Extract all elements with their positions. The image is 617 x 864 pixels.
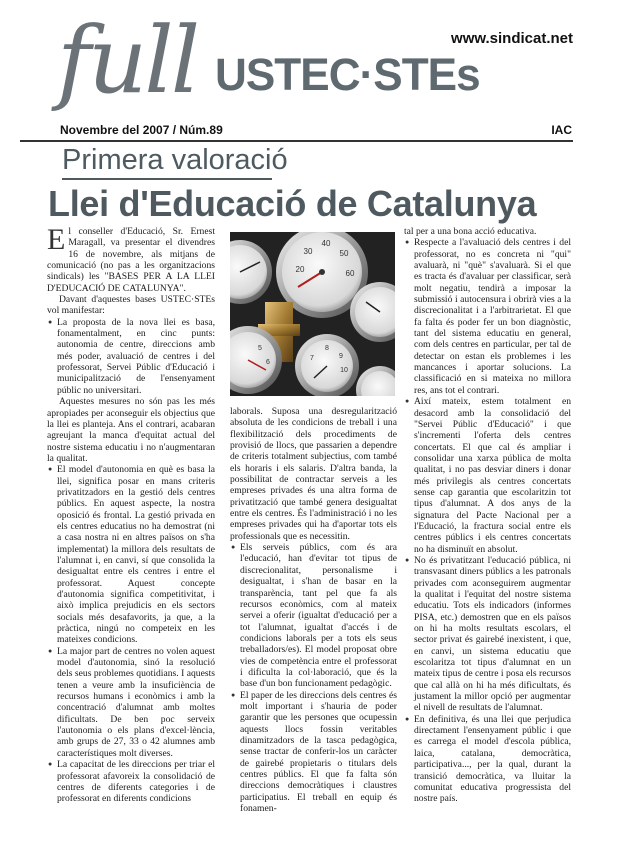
dial-number: 9	[339, 353, 343, 360]
paragraph: Davant d'aquestes bases USTEC·STEs vol manifestar:	[47, 294, 215, 317]
dial-number: 6	[266, 359, 270, 366]
article-column-3	[404, 226, 571, 805]
bullet-paragraph: ● Respecte a l'avaluació dels centres i del professorat, no es concreta ni "qui" avaluarà, ni "què" s'avaluarà. Si el que es tracta és d'avaluar per classificar, serà molt negatiu, tendirà a imposar la submissió i autocensura i obrirà vies a la discrecionalitat i a l'arbitrarietat. El que fa falta és poder fer un bon diagnòstic, tant del sistema educatiu en general, com dels centres en particular, per tal de detectar on estan els problemes i les mancances i aportar solucions. La classificació en si mateixa no millora res, ans tot el contrari.	[404, 237, 571, 396]
paragraph: laborals. Suposa una desregularització absoluta de les condicions de treball i una flexibilització dels procediments de provisió de llocs, que passarien a dependre de criteris totalment subjectius, com també els horaris i els salaris. D'altra banda, la possibilitat de contractar serveis a les empreses privades és una altra forma de privatització que també genera desigualtat entre els centres. És l'administració i no les empreses privades qui ha d'aportar tots els professionals que es necessitin.	[230, 406, 397, 542]
bullet-paragraph: ● La major part de centres no volen aquest model d'autonomia, sinó la resolució dels seus problemes quotidians. I aquests tenen a veure amb la insuficiència de recursos humans i econòmics i amb la concentració d'alumnat amb moltes dificultats. De ben poc serveix l'autonomia o els plans d'excel·lència, amb grups de 27, 33 o 42 alumnes amb característiques molt diverses.	[47, 646, 215, 759]
bullet-paragraph: ● Els serveis públics, com és ara l'educació, han d'evitar tot tipus de discrecionalitat, personalisme i desigualtat, i s'han de basar en la transparència, tant pel que fa als recursos econòmics, com al mateix servei a oferir (igualtat d'educació per a tot l'alumnat, igualtat d'accés i de condicions laborals per a tots els seus treballadors/es). El model proposat obre vies de competència entre el professorat i dificulta la col·laboració, que és la base d'un bon funcionament pedagògic.	[230, 542, 397, 689]
bullet-paragraph: ● El paper de les direccions dels centres és molt important i s'hauria de poder garantir que les persones que ocupessin aquests llocs fossin veritables dinamitzadors de la tasca pedagògica, sense tractar de conferir-los un caràcter de gairebé propietaris o titulars dels centres públics. El que fa falta són direccions democràtiques i claustres participatius. El treball en equip és fonamen-	[230, 690, 397, 815]
dial-number: 20	[295, 265, 305, 274]
gauges-illustration	[230, 232, 395, 396]
bullet-paragraph: ● Així mateix, estem totalment en desacord amb la consolidació del "Servei Públic d'Educació" i que s'incrementi l'oferta dels centres concertats. El que cal és ampliar i consolidar una xarxa pública de molta qualitat, i no pas desviar diners i donar més privilegis als centres concertats sense cap garantia que escolaritzin tot tipus d'alumnat. A dos anys de la signatura del Pacte Nacional per a l'Educació, la fractura social entre els centres públics i els centres concertats no ha disminuït en absolut.	[404, 396, 571, 555]
drop-cap: E	[47, 223, 66, 256]
masthead-ustec-title: USTEC·STEs	[215, 49, 480, 100]
header-divider	[20, 140, 573, 142]
article-column-1	[47, 223, 215, 805]
bullet-paragraph: ● La proposta de la nova llei es basa, fonamentalment, en cinc punts: autonomia de centre, direccions amb més poder, avaluació de centres i del professorat, Servei Públic d'Educació i municipalització de l'ensenyament públic no universitari.	[47, 317, 215, 396]
bullet-paragraph: ● En definitiva, és una llei que perjudica directament l'ensenyament públic i que es carrega el model d'escola pública, laica, catalana, democràtica, participativa..., per la qual, durant la transició democràtica, va lluitar la comunitat educativa progressista del nostre país.	[404, 714, 571, 805]
dial-number: 40	[321, 239, 331, 248]
bullet-paragraph: ● El model d'autonomia en què es basa la llei, significa posar en mans criteris privatitzadors en la gestió dels centres públics. En aquest aspecte, la nostra oposició és frontal. La gestió privada en els centres educatius no ha demostrat (ni a casa nostra ni en altres països on s'ha implementat) la millora dels resultats de l'alumnat i, en canvi, sí que consolida la desigualtat entre els centres i entre el professorat. Aquest concepte d'autonomia significa competitivitat, i això implica prejudicis en els sectors socials més desafavorits, ja que, a la pràctica, ningú no competeix en les mateixes condicions.	[47, 464, 215, 646]
dial-number: 10	[340, 367, 348, 374]
article-subtitle: Primera valoració	[62, 144, 288, 176]
issue-date: Novembre del 2007 / Núm.89	[60, 123, 223, 137]
paragraph: tal per a una bona acció educativa.	[404, 226, 537, 237]
bullet-paragraph: ● La capacitat de les direccions per triar el professorat afavoreix la consolidació de centres de diferents categories i de professorat en diferents condicions	[47, 759, 215, 804]
masthead-full-title: full	[57, 7, 198, 114]
dial-number: 8	[325, 345, 329, 352]
article-column-2	[230, 406, 397, 814]
dial-number: 5	[258, 345, 262, 352]
dial-number: 60	[345, 269, 355, 278]
paragraph: Aquestes mesures no són pas les més apropiades per aconseguir els objectius que la llei es planteja. Ans el contrari, acabaran agreujant la manca d'equitat actual del nostre sistema educatiu i no n'augmentaran la qualitat.	[47, 396, 215, 464]
pressure-gauges-photo	[230, 232, 395, 396]
website-link[interactable]: www.sindicat.net	[451, 30, 573, 47]
intro-paragraph: l conseller d'Educació, Sr. Ernest Maragall, va presentar el divendres 16 de novembre, als mitjans de comunicació (no pas a les organitzacions sindicals) les "BASES PER A LA LLEI D'EDUCACIÓ DE CATALUNYA".	[47, 226, 215, 294]
iac-label: IAC	[551, 123, 572, 137]
dial-number: 50	[339, 249, 349, 258]
dial-number: 30	[303, 247, 313, 256]
subtitle-underline	[62, 178, 272, 180]
article-headline: Llei d'Educació de Catalunya	[48, 183, 537, 224]
bullet-paragraph: ● No és privatitzant l'educació pública, ni transvasant diners públics a les patronals privades com aconseguirem augmentar la qualitat i l'equitat del nostre sistema educatiu. Tots els indicadors (informes PISA, etc.) demostren que en els països on hi ha molts resultats escolars, el sector privat és gairebé inexistent, i que, en canvi, un sistema educatiu que escolaritza tot tipus d'alumnat en un mateix tipus de centre i posa els recursos que cal allà on hi ha més dificultats, és justament la millor opció per augmentar el nivell de resultats de l'alumnat.	[404, 555, 571, 714]
dial-number: 7	[310, 355, 314, 362]
